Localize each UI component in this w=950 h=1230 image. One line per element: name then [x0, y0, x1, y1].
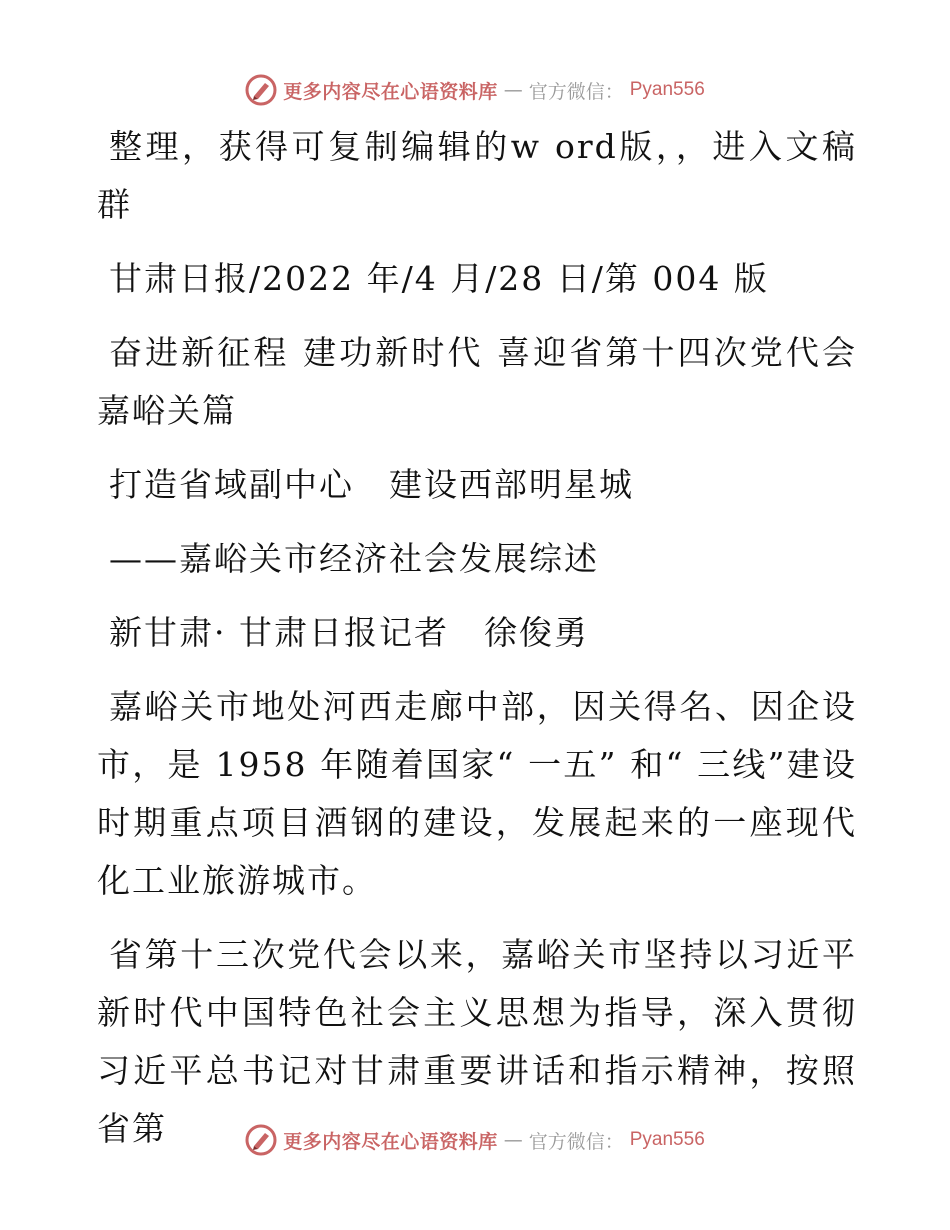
watermark-separator: — [503, 1129, 523, 1151]
watermark-text: 更多内容尽在心语资料库 [283, 1130, 498, 1153]
article-subtitle: ——嘉峪关市经济社会发展综述 [109, 539, 599, 578]
watermark-separator: — [503, 79, 523, 101]
watermark-header [0, 70, 950, 110]
paragraph-body-2: 省第十三次党代会以来，嘉峪关市坚持以习近平新时代中国特色社会主义思想为指导，深入贯彻习近平总书记对甘肃重要讲话和指示精神，按照省第 [97, 935, 857, 1148]
paragraph-intro: 整理，获得可复制编辑的w ord版，，进入文稿群 [97, 127, 857, 224]
watermark-official-label: 官方微信： [528, 1130, 624, 1153]
paragraph-body-1: 嘉峪关市地处河西走廊中部，因关得名、因企设市，是 1958 年随着国家“ 一五” 和“ 三线”建设时期重点项目酒钢的建设，发展起来的一座现代化工业旅游城市。 [97, 687, 857, 900]
watermark-footer [0, 1120, 950, 1160]
red-pen-logo-icon [245, 74, 277, 106]
paragraph-source: 甘肃日报/2022 年/4 月/28 日/第 004 版 [109, 259, 769, 298]
red-pen-logo-icon [245, 1124, 277, 1156]
paragraph-series-title: 奋进新征程 建功新时代 喜迎省第十四次党代会嘉峪关篇 [97, 333, 857, 430]
watermark-text: 更多内容尽在心语资料库 [283, 80, 498, 103]
document-body [97, 118, 857, 1174]
article-byline: 新甘肃· 甘肃日报记者 徐俊勇 [109, 613, 589, 652]
watermark-official-label: 官方微信： [528, 80, 624, 103]
article-title: 打造省域副中心 建设西部明星城 [109, 465, 634, 504]
watermark-wechat-id: Pyan556 [629, 79, 705, 100]
watermark-wechat-id: Pyan556 [629, 1129, 705, 1150]
